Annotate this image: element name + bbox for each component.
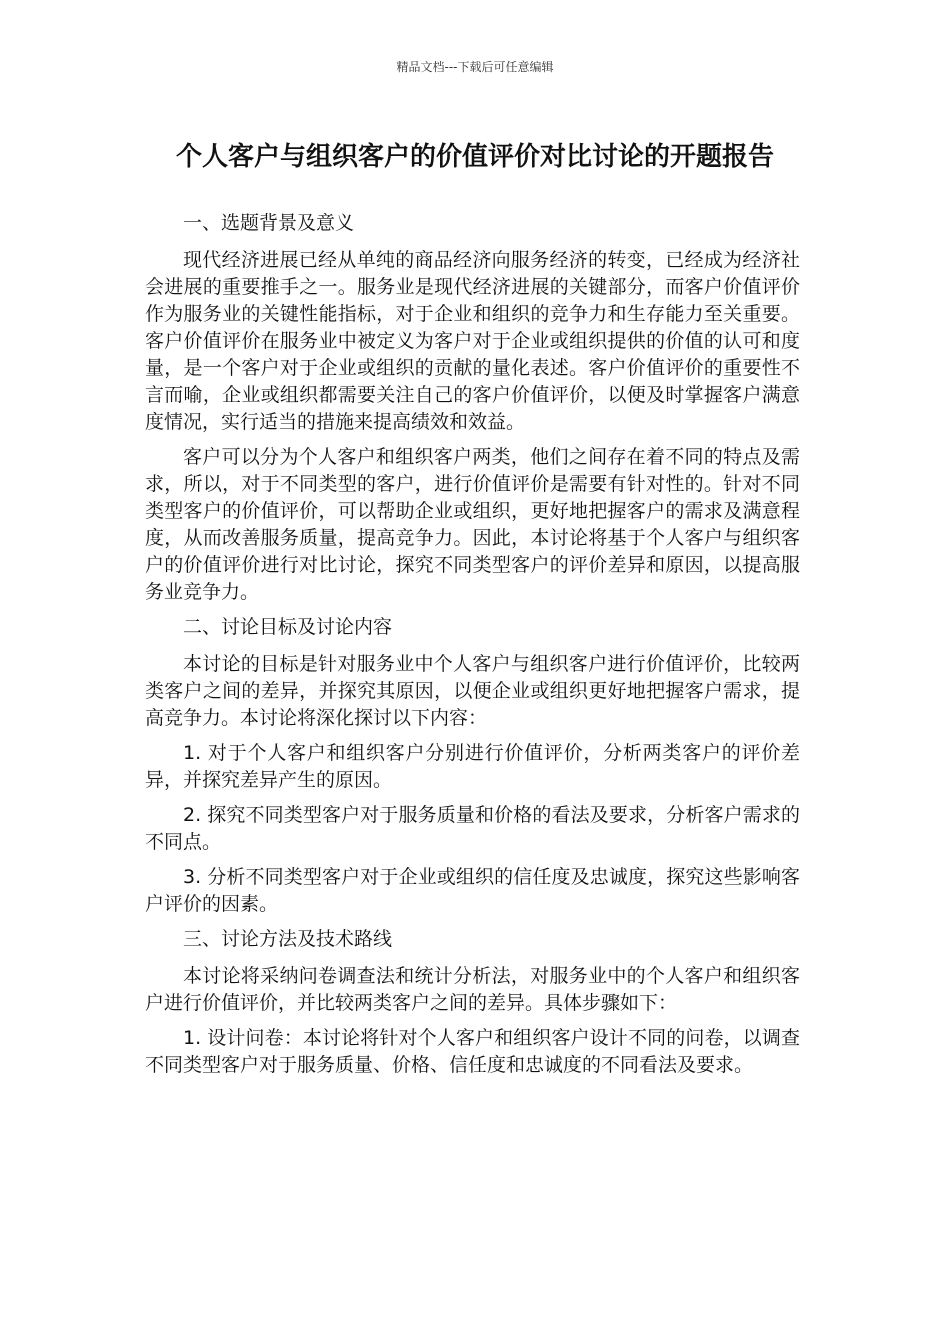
list-item: 3. 分析不同类型客户对于企业或组织的信任度及忠诚度，探究这些影响客户评价的因素。 [145, 866, 800, 915]
section-heading: 三、讨论方法及技术路线 [183, 928, 393, 950]
body-paragraph: 客户可以分为个人客户和组织客户两类，他们之间存在着不同的特点及需求，所以，对于不同类型的客户，进行价值评价是需要有针对性的。针对不同类型客户的价值评价，可以帮助企业或组织，更好地把握客户的需求及满意程度，从而改善服务质量，提高竞争力。因此，本讨论将基于个人客户与组织客户的价值评价进行对比讨论，探究不同类型客户的评价差异和原因，以提高服务业竞争力。 [145, 446, 800, 603]
body-paragraph: 本讨论的目标是针对服务业中个人客户与组织客户进行价值评价，比较两类客户之间的差异，并探究其原因，以便企业或组织更好地把握客户需求，提高竞争力。本讨论将深化探讨以下内容： [145, 653, 800, 729]
document-body [145, 210, 800, 1087]
body-paragraph: 本讨论将采纳问卷调查法和统计分析法，对服务业中的个人客户和组织客户进行价值评价，并比较两类客户之间的差异。具体步骤如下： [145, 965, 800, 1014]
list-item: 2. 探究不同类型客户对于服务质量和价格的看法及要求，分析客户需求的不同点。 [145, 804, 800, 853]
list-item: 1. 对于个人客户和组织客户分别进行价值评价，分析两类客户的评价差异，并探究差异产生的原因。 [145, 742, 800, 791]
section-heading: 一、选题背景及意义 [183, 212, 355, 234]
section-heading: 二、讨论目标及讨论内容 [183, 616, 393, 638]
list-item: 1. 设计问卷：本讨论将针对个人客户和组织客户设计不同的问卷，以调查不同类型客户对于服务质量、价格、信任度和忠诚度的不同看法及要求。 [145, 1027, 800, 1076]
header-note: 精品文档---下载后可任意编辑 [396, 60, 554, 74]
document-title: 个人客户与组织客户的价值评价对比讨论的开题报告 [175, 142, 774, 172]
body-paragraph: 现代经济进展已经从单纯的商品经济向服务经济的转变，已经成为经济社会进展的重要推手之一。服务业是现代经济进展的关键部分，而客户价值评价作为服务业的关键性能指标，对于企业和组织的竞争力和生存能力至关重要。客户价值评价在服务业中被定义为客户对于企业或组织提供的价值的认可和度量，是一个客户对于企业或组织的贡献的量化表述。客户价值评价的重要性不言而喻，企业或组织都需要关注自己的客户价值评价，以便及时掌握客户满意度情况，实行适当的措施来提高绩效和效益。 [145, 249, 800, 433]
